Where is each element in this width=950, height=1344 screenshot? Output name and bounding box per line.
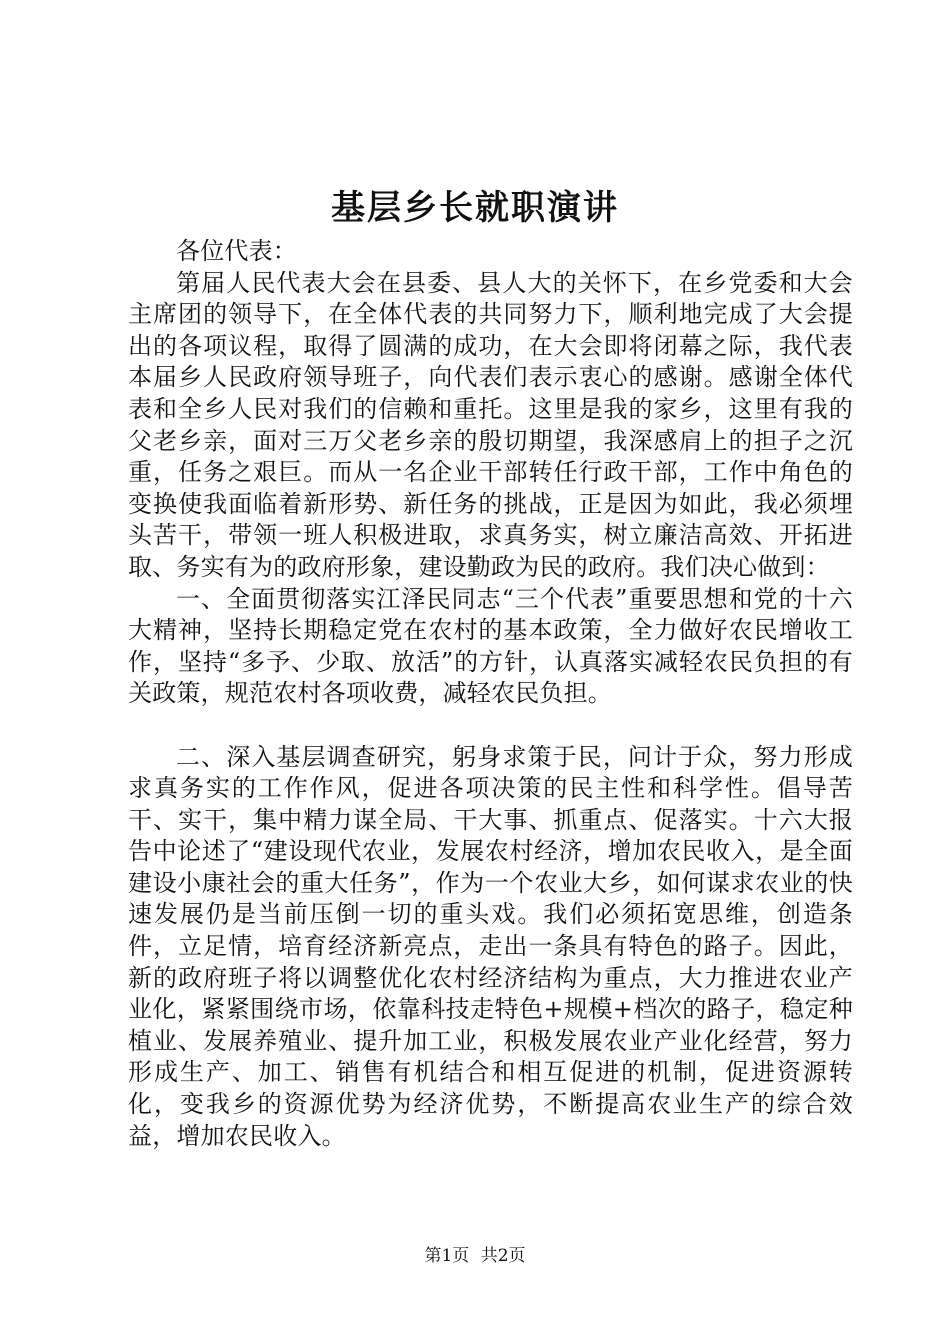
document-body bbox=[128, 236, 853, 1152]
page-number: 第1页 bbox=[424, 1246, 470, 1266]
page-total: 共2页 bbox=[480, 1246, 526, 1266]
document-title: 基层乡长就职演讲 bbox=[331, 188, 619, 228]
paragraph-point-two: 二、深入基层调查研究，躬身求策于民，问计于众，努力形成求真务实的工作作风，促进各项决策的民主性和科学性。倡导苦干、实干，集中精力谋全局、干大事、抓重点、促落实。十六大报告中论述了“建设现代农业，发展农村经济，增加农民收入，是全面建设小康社会的重大任务”，作为一个农业大乡，如何谋求农业的快速发展仍是当前压倒一切的重头戏。我们必须拓宽思维，创造条件，立足情，培育经济新亮点，走出一条具有特色的路子。因此，新的政府班子将以调整优化农村经济结构为重点，大力推进农业产业化，紧紧围绕市场，依靠科技走特色+规模+档次的路子，稳定种植业、发展养殖业、提升加工业，积极发展农业产业化经营，努力形成生产、加工、销售有机结合和相互促进的机制，促进资源转化，变我乡的资源优势为经济优势，不断提高农业生产的综合效益，增加农民收入。 bbox=[128, 742, 853, 1150]
page-footer bbox=[0, 1244, 950, 1268]
greeting: 各位代表： bbox=[176, 237, 297, 265]
paragraph-intro: 第届人民代表大会在县委、县人大的关怀下，在乡党委和大会主席团的领导下，在全体代表的共同努力下，顺利地完成了大会提出的各项议程，取得了圆满的成功，在大会即将闭幕之际，我代表本届乡人民政府领导班子，向代表们表示衷心的感谢。感谢全体代表和全乡人民对我们的信赖和重托。这里是我的家乡，这里有我的父老乡亲，面对三万父老乡亲的殷切期望，我深感肩上的担子之沉重，任务之艰巨。而从一名企业干部转任行政干部，工作中角色的变换使我面临着新形势、新任务的挑战，正是因为如此，我必须埋头苦干，带领一班人积极进取，求真务实，树立廉洁高效、开拓进取、务实有为的政府形象，建设勤政为民的政府。我们决心做到： bbox=[128, 268, 853, 581]
paragraph-point-one: 一、全面贯彻落实江泽民同志“三个代表”重要思想和党的十六大精神，坚持长期稳定党在农村的基本政策，全力做好农民增收工作，坚持“多予、少取、放活”的方针，认真落实减轻农民负担的有关政策，规范农村各项收费，减轻农民负担。 bbox=[128, 584, 853, 708]
